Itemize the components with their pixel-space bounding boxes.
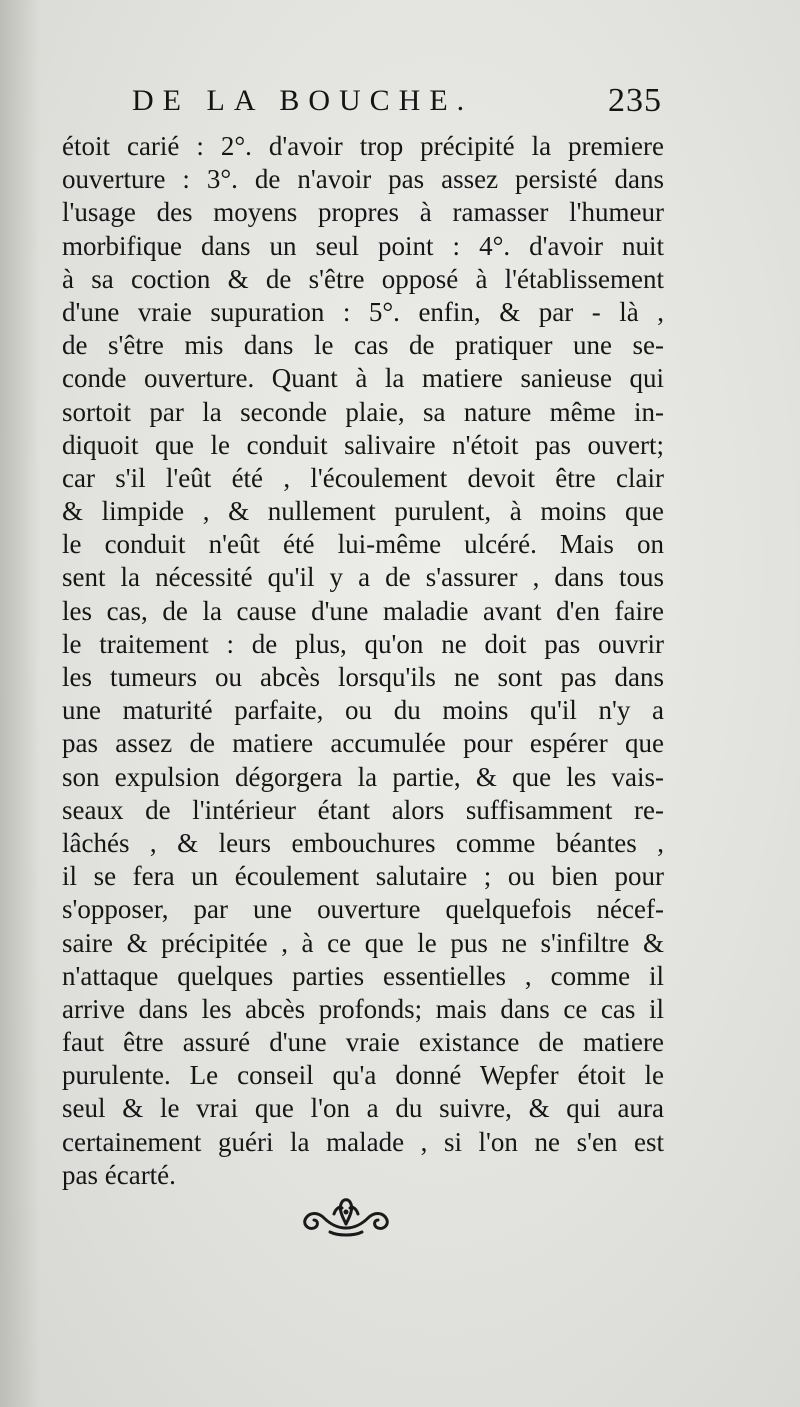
gutter-shadow [0,0,40,1407]
text-line: seul & le vrai que l'on a du suivre, & qui aura [62,1093,664,1124]
text-line: l'usage des moyens propres à ramasser l'humeur [62,197,664,228]
text-line: diquoit que le conduit salivaire n'étoit pas ouvert; [62,429,664,460]
text-line: sent la nécessité qu'il y a de s'assurer , dans tous [62,562,664,593]
text-line: une maturité parfaite, ou du moins qu'il n'y a [62,695,664,726]
text-line: à sa coction & de s'être opposé à l'établissement [62,263,664,294]
text-line: s'opposer, par une ouverture quelquefois nécef- [62,894,664,925]
text-line: n'attaque quelques parties essentielles , comme il [62,960,664,991]
text-line: purulente. Le conseil qu'a donné Wepfer étoit le [62,1060,664,1091]
fleuron-ornament-icon [300,1194,392,1238]
body-text [62,130,664,1192]
text-line: il se fera un écoulement salutaire ; ou bien pour [62,861,664,892]
text-line: lâchés , & leurs embouchures comme béantes , [62,827,664,858]
text-line: faut être assuré d'une vraie existance de matiere [62,1027,664,1058]
text-line: son expulsion dégorgera la partie, & que les vais- [62,761,664,792]
text-line: sortoit par la seconde plaie, sa nature même in- [62,396,664,427]
text-line: conde ouverture. Quant à la matiere sanieuse qui [62,363,664,394]
running-title: DE LA BOUCHE. [132,84,474,117]
text-line: de s'être mis dans le cas de pratiquer une se- [62,330,664,361]
text-line: les tumeurs ou abcès lorsqu'ils ne sont pas dans [62,662,664,692]
text-line: les cas, de la cause d'une maladie avant d'en faire [62,595,664,626]
running-head [132,82,662,126]
text-line: & limpide , & nullement purulent, à moins que [62,496,664,527]
text-line: ouverture : 3°. de n'avoir pas assez persisté dans [62,164,664,195]
text-line: certainement guéri la malade , si l'on ne s'en est [62,1126,664,1157]
text-line: pas assez de matiere accumulée pour espérer que [62,728,664,759]
text-line: arrive dans les abcès profonds; mais dans ce cas il [62,993,664,1024]
text-line: seaux de l'intérieur étant alors suffisamment re- [62,794,664,825]
text-line: morbifique dans un seul point : 4°. d'avoir nuit [62,230,664,261]
text-line: le conduit n'eût été lui-même ulcéré. Mais on [62,529,664,560]
text-line: saire & précipitée , à ce que le pus ne s'infiltre & [62,927,664,958]
text-line: car s'il l'eût été , l'écoulement devoit être clair [62,462,664,493]
text-line: étoit carié : 2°. d'avoir trop précipité la premiere [62,131,664,161]
text-line-final: pas écarté. [62,1159,176,1190]
text-line: d'une vraie supuration : 5°. enfin, & par - là , [62,296,664,327]
page-number: 235 [608,82,662,119]
text-line: le traitement : de plus, qu'on ne doit pas ouvrir [62,628,664,659]
